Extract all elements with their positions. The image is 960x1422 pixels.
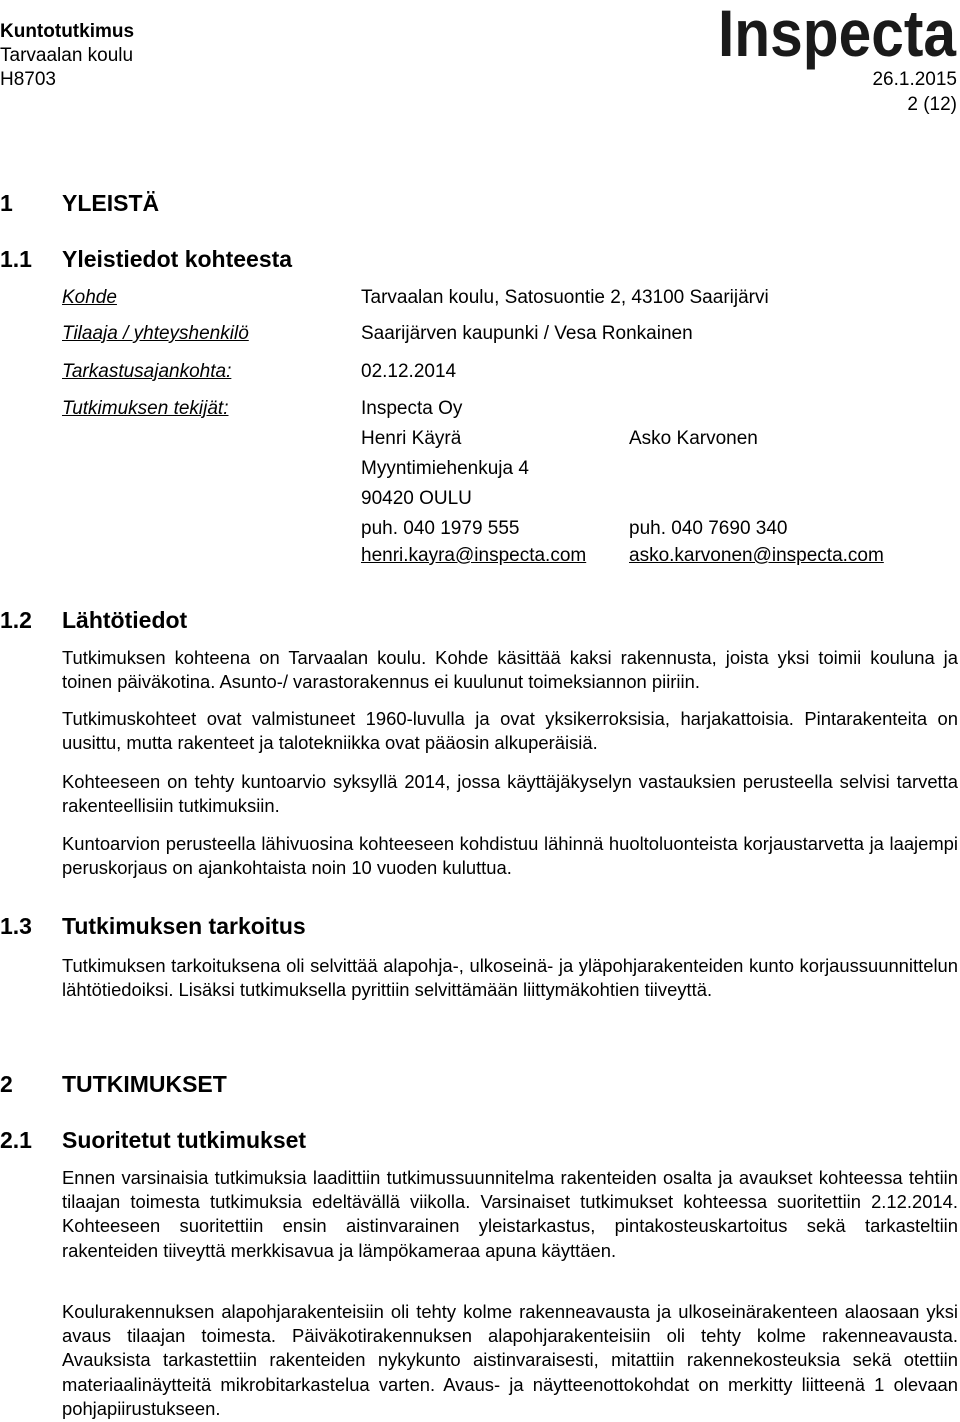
section-1-2-body-2 [62,707,958,755]
section-1-title: YLEISTÄ [62,190,160,216]
person1-street: Myyntimiehenkuja 4 [361,458,529,479]
logo-text: Inspecta [718,0,958,70]
section-2-1-title: Suoritetut tutkimukset [62,1127,307,1153]
section-1-2-number: 1.2 [0,607,32,633]
kohde-label: Kohde [62,287,117,308]
inspecta-logo [718,0,958,70]
section-1-2-body-3 [62,770,958,818]
tilaaja-value: Saarijärven kaupunki / Vesa Ronkainen [361,323,693,344]
company-name: Inspecta Oy [361,398,463,419]
paragraph: Tutkimuksen tarkoituksena oli selvittää alapohja-, ulkoseinä- ja yläpohjarakenteiden kunto korjaussuunnittelun lähtötiedoiksi. Lisäksi tutkimuksella pyrittiin selvittämään liittymäkohtien tiiveyttä. [62,955,958,1001]
tekijat-label: Tutkimuksen tekijät: [62,398,229,419]
section-1-2-body [62,646,958,694]
section-1-2-body-4 [62,832,958,880]
section-2-1-body [62,1166,958,1263]
person2-name: Asko Karvonen [629,428,758,449]
person1-email-link[interactable]: henri.kayra@inspecta.com [361,545,587,566]
document-title: Kuntotutkimus [0,21,135,42]
paragraph: Kohteeseen on tehty kuntoarvio syksyllä 2014, jossa käyttäjäkyselyn vastauksien perusteella selvisi tarvetta rakenteellisiin tutkimuksiin. [62,771,958,817]
paragraph: Ennen varsinaisia tutkimuksia laadittiin tutkimussuunnitelma rakenteiden osalta ja avaukset kohteessa tehtiin tilaajan toimesta tutkimuksia edeltävällä viikolla. Varsinaiset tutkimukset kohteessa suoritettiin 2.12.2014. Kohteeseen suoritettiin ensin aistinvarainen yleistarkastus, pintakosteuskartoitus sekä tarkasteltiin rakenteiden tiiveyttä merkkisavua ja lämpökameraa apuna käyttäen. [62,1167,958,1261]
document-code: H8703 [0,69,56,90]
person1-name: Henri Käyrä [361,428,462,449]
person2-phone: puh. 040 7690 340 [629,518,788,539]
page-number: 2 (12) [907,94,957,115]
tarkastusajankohta-label: Tarkastusajankohta: [62,361,232,382]
section-1-1-number: 1.1 [0,246,32,272]
section-1-3-title: Tutkimuksen tarkoitus [62,913,306,939]
section-1-2-title: Lähtötiedot [62,607,188,633]
document-date: 26.1.2015 [872,69,957,90]
person1-city: 90420 OULU [361,488,472,509]
person2-email-link[interactable]: asko.karvonen@inspecta.com [629,545,884,566]
paragraph: Tutkimuskohteet ovat valmistuneet 1960-luvulla ja ovat yksikerroksisia, harjakattoisia. Pintarakenteita on uusittu, mutta rakenteet ja talotekniikka ovat pääosin alkuperäisiä. [62,708,958,754]
section-1-number: 1 [0,190,13,216]
tarkastusajankohta-value: 02.12.2014 [361,361,457,382]
section-2-number: 2 [0,1071,13,1097]
kohde-value: Tarvaalan koulu, Satosuontie 2, 43100 Saarijärvi [361,287,769,308]
tilaaja-label: Tilaaja / yhteyshenkilö [62,323,249,344]
document-subtitle: Tarvaalan koulu [0,45,134,66]
section-1-3-number: 1.3 [0,913,32,939]
section-2-1-body-2 [62,1300,958,1421]
paragraph: Kuntoarvion perusteella lähivuosina kohteeseen kohdistuu lähinnä huoltoluonteista korjaustarvetta ja laajempi peruskorjaus on ajankohtaista noin 10 vuoden kuluttua. [62,833,958,879]
section-1-3-body [62,954,958,1002]
section-2-1-number: 2.1 [0,1127,32,1153]
paragraph: Tutkimuksen kohteena on Tarvaalan koulu. Kohde käsittää kaksi rakennusta, joista yksi toimii kouluna ja toinen päiväkotina. Asunto-/ varastorakennus ei kuulunut toimeksiannon piiriin. [62,647,958,693]
paragraph: Koulurakennuksen alapohjarakenteisiin oli tehty kolme rakenneavausta ja ulkoseinärakenteen alaosaan yksi avaus tilaajan toimesta. Päiväkotirakennuksen alapohjarakenteisiin oli tehty kolme rakenneavausta. Avauksista tarkastettiin rakenteiden nykykunto aistinvaraisesti, mitattiin rakennekosteuksia sekä otettiin materiaalinäytteitä mikrobitarkastelua varten. Avaus- ja näytteenottokohdat on merkitty liitteenä 1 olevaan pohjapiirustukseen. [62,1301,958,1419]
section-1-1-title: Yleistiedot kohteesta [62,246,293,272]
person1-phone: puh. 040 1979 555 [361,518,520,539]
section-2-title: TUTKIMUKSET [62,1071,227,1097]
